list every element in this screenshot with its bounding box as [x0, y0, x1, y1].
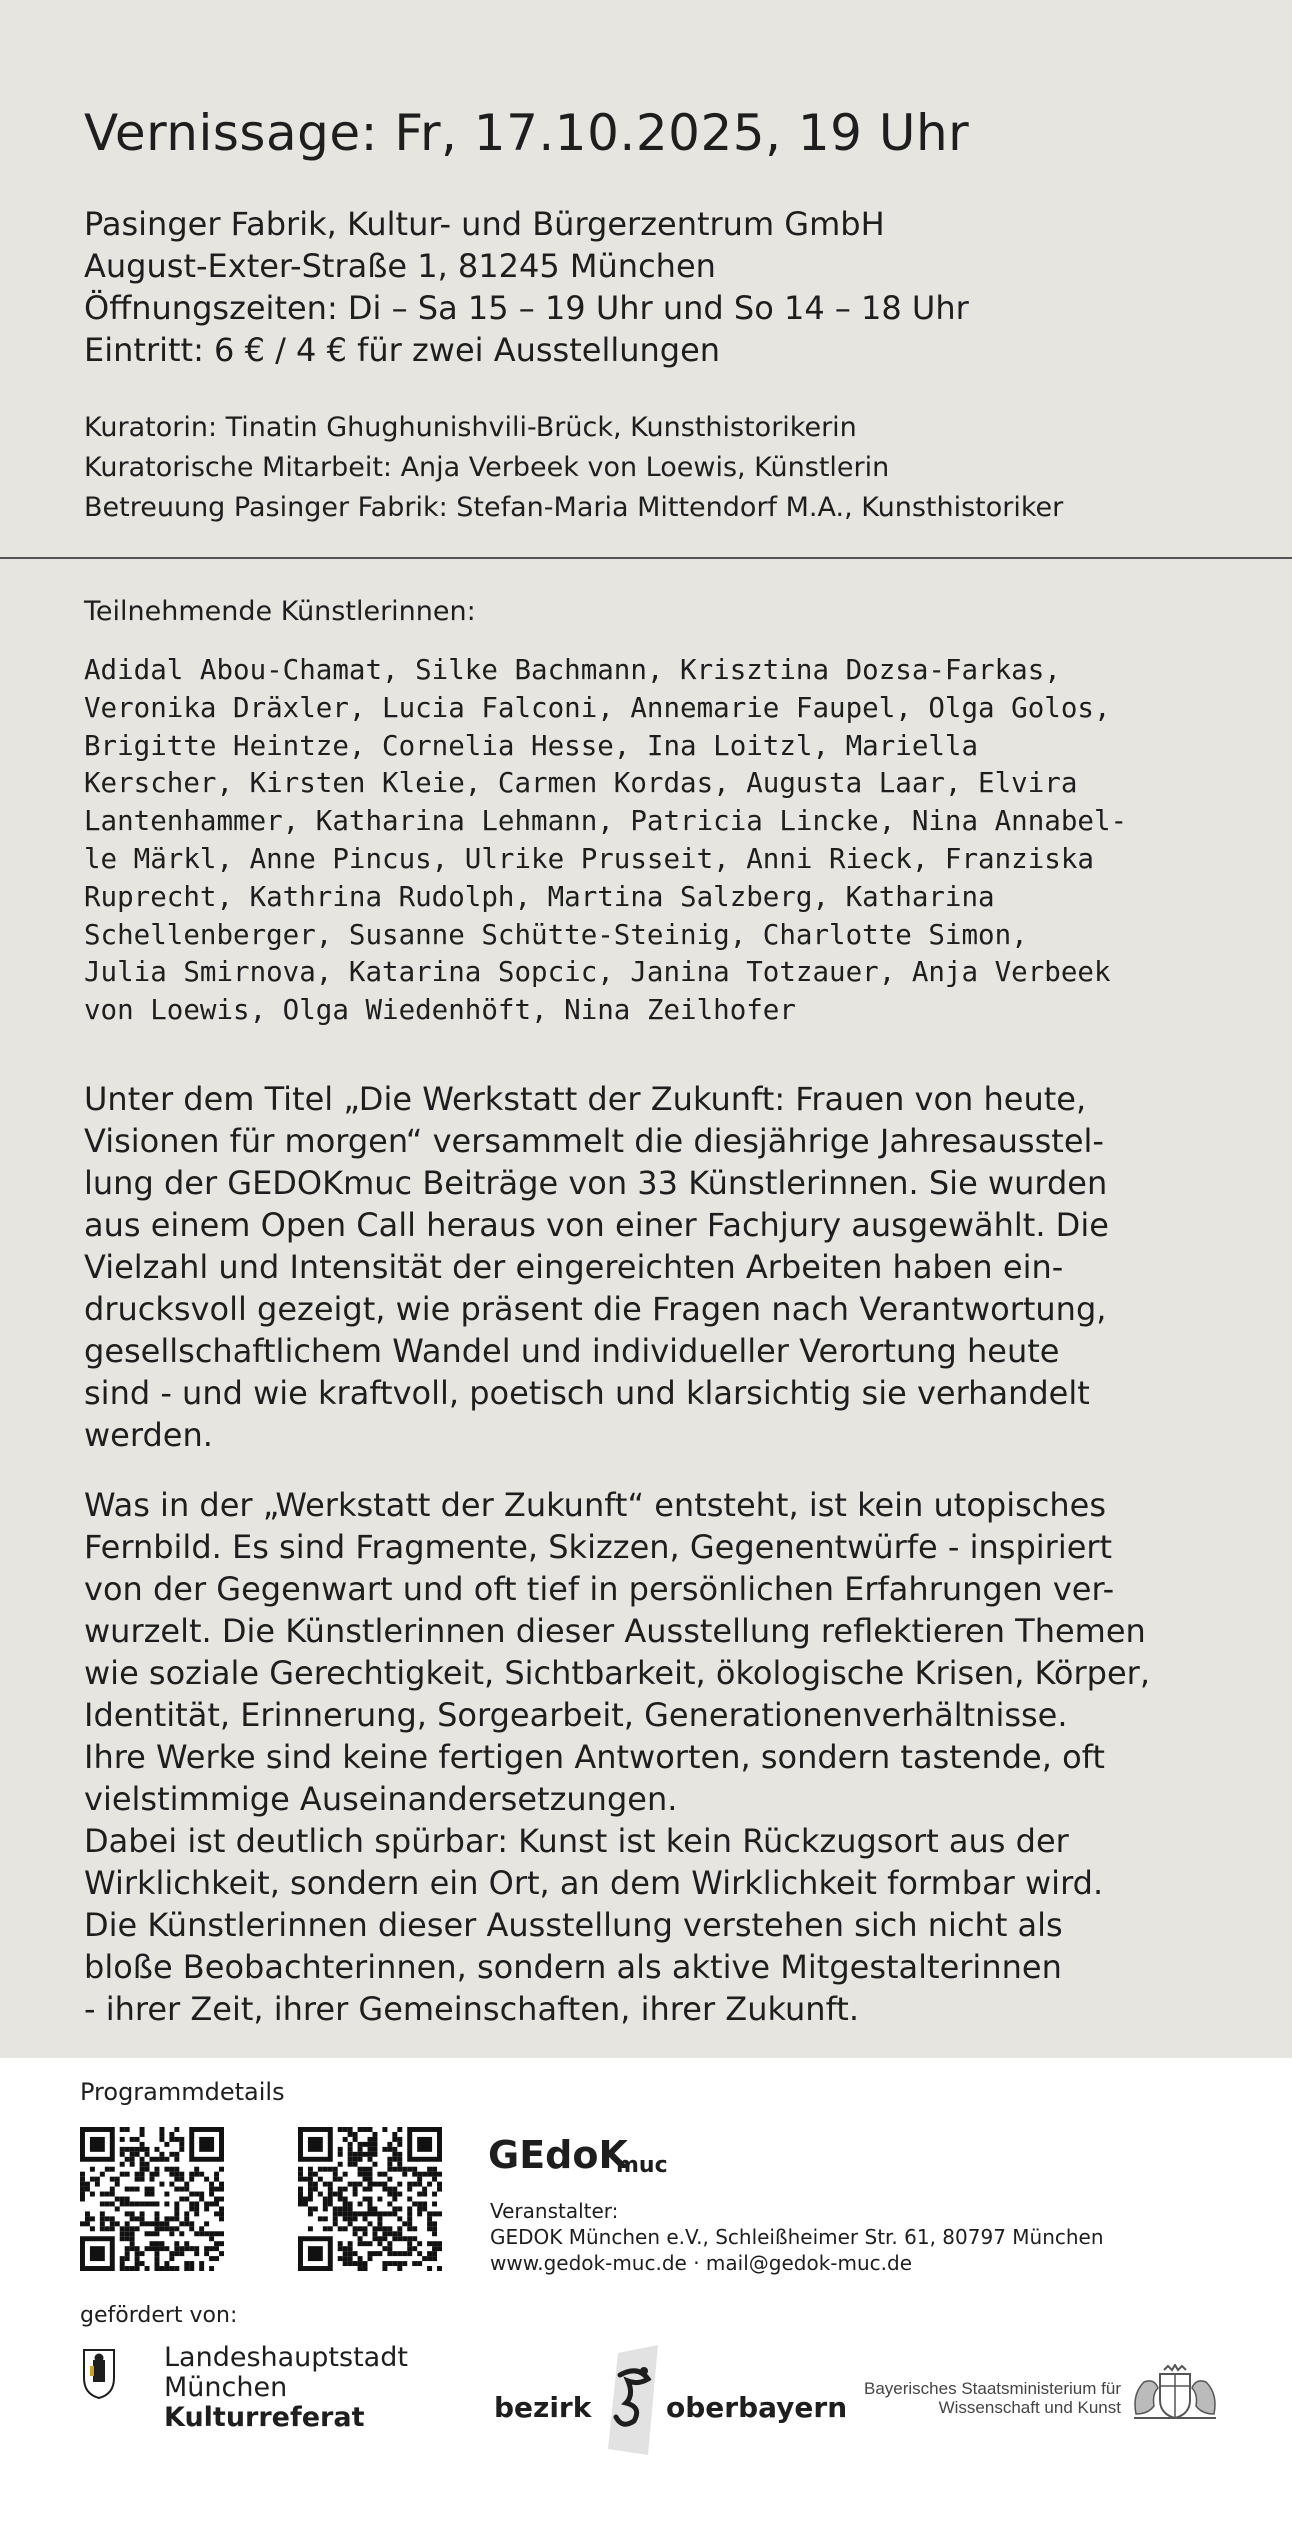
qr-code-icon[interactable] — [298, 2127, 442, 2271]
paragraph-line: Die Künstlerinnen dieser Ausstellung verstehen sich nicht als — [84, 1906, 1063, 1944]
artists-line: Ruprecht, Kathrina Rudolph, Martina Salzberg, Katharina — [84, 880, 995, 913]
gedok-logo — [488, 2128, 678, 2180]
bezirk-oberbayern-logo — [494, 2345, 848, 2455]
artists-line: von Loewis, Olga Wiedenhöft, Nina Zeilhofer — [84, 994, 796, 1027]
paragraph-line: Wirklichkeit, sondern ein Ort, an dem Wirklichkeit formbar wird. — [84, 1864, 1104, 1902]
venue-name: Pasinger Fabrik, Kultur- und Bürgerzentrum GmbH — [84, 205, 885, 243]
artists-line: Kerscher, Kirsten Kleie, Carmen Kordas, Augusta Laar, Elvira — [84, 767, 1078, 800]
paragraph-line: Was in der „Werkstatt der Zukunft“ entsteht, ist kein utopisches — [84, 1486, 1107, 1524]
artists-line: Veronika Dräxler, Lucia Falconi, Annemarie Faupel, Olga Golos, — [84, 691, 1111, 724]
vernissage-title: Vernissage: Fr, 17.10.2025, 19 Uhr — [84, 104, 970, 162]
program-details-label: Programmdetails — [80, 2078, 285, 2106]
paragraph-line: Visionen für morgen“ versammelt die diesjährige Jahresausstel- — [84, 1122, 1104, 1160]
paragraph-line: Dabei ist deutlich spürbar: Kunst ist kein Rückzugsort aus der — [84, 1822, 1069, 1860]
curator-credits — [84, 408, 1063, 528]
paragraph-line: Unter dem Titel „Die Werkstatt der Zukunft: Frauen von heute, — [84, 1080, 1087, 1118]
ministry-logo-text — [864, 2379, 1121, 2417]
qr-code-icon[interactable] — [80, 2127, 224, 2271]
paragraph-line: Ihre Werke sind keine fertigen Antworten, sondern tastende, oft — [84, 1738, 1105, 1776]
munich-line-3: Kulturreferat — [164, 2402, 365, 2433]
artists-line: le Märkl, Anne Pincus, Ulrike Prusseit, Anni Rieck, Franziska — [84, 842, 1094, 875]
venue-info — [84, 203, 969, 371]
bezirk-figure-icon — [598, 2345, 666, 2455]
paragraph-line: Identität, Erinnerung, Sorgearbeit, Generationenverhältnisse. — [84, 1696, 1068, 1734]
curatorial-assistant-line: Kuratorische Mitarbeit: Anja Verbeek von Loewis, Künstlerin — [84, 452, 890, 483]
artists-label: Teilnehmende Künstlerinnen: — [84, 596, 476, 627]
paragraph-line: sind - und wie kraftvoll, poetisch und klarsichtig sie verhandelt — [84, 1374, 1090, 1412]
paragraph-line: Vielzahl und Intensität der eingereichten Arbeiten haben ein- — [84, 1248, 1064, 1286]
oberbayern-word: oberbayern — [666, 2391, 848, 2424]
section-divider — [0, 557, 1292, 559]
paragraph-line: vielstimmige Auseinandersetzungen. — [84, 1780, 678, 1818]
paragraph-line: - ihrer Zeit, ihrer Gemeinschaften, ihrer Zukunft. — [84, 1990, 859, 2028]
artists-line: Julia Smirnova, Katarina Sopcic, Janina Totzauer, Anja Verbeek — [84, 956, 1111, 989]
paragraph-line: werden. — [84, 1416, 213, 1454]
ministry-line-1: Bayerisches Staatsministerium für — [864, 2379, 1121, 2398]
svg-text:GEdoK: GEdoK — [488, 2133, 628, 2177]
bavarian-crest-icon — [1130, 2364, 1220, 2420]
munich-kulturreferat-logo — [164, 2343, 408, 2433]
paragraph-line: wie soziale Gerechtigkeit, Sichtbarkeit, ökologische Krisen, Körper, — [84, 1654, 1150, 1692]
bezirk-word: bezirk — [494, 2391, 592, 2424]
paragraph-line: aus einem Open Call heraus von einer Fachjury ausgewählt. Die — [84, 1206, 1109, 1244]
ministry-line-2: Wissenschaft und Kunst — [938, 2398, 1121, 2417]
organizer-label: Veranstalter: — [490, 2199, 619, 2223]
organizer-address: GEDOK München e.V., Schleißheimer Str. 61, 80797 München — [490, 2225, 1104, 2249]
paragraph-line: lung der GEDOKmuc Beiträge von 33 Künstlerinnen. Sie wurden — [84, 1164, 1108, 1202]
intro-paragraph — [84, 1078, 1244, 1456]
artists-line: Adidal Abou-Chamat, Silke Bachmann, Krisztina Dozsa-Farkas, — [84, 654, 1061, 686]
body-paragraph — [84, 1484, 1244, 2030]
organizer-info — [490, 2198, 1104, 2276]
svg-text:muc: muc — [616, 2153, 668, 2178]
artists-list — [84, 652, 1234, 1030]
venue-support-line: Betreuung Pasinger Fabrik: Stefan-Maria Mittendorf M.A., Kunsthistoriker — [84, 492, 1064, 523]
paragraph-line: bloße Beobachterinnen, sondern als aktive Mitgestalterinnen — [84, 1948, 1062, 1986]
organizer-contact[interactable]: www.gedok-muc.de · mail@gedok-muc.de — [490, 2251, 913, 2275]
paragraph-line: wurzelt. Die Künstlerinnen dieser Ausstellung reflektieren Themen — [84, 1612, 1146, 1650]
opening-hours: Öffnungszeiten: Di – Sa 15 – 19 Uhr und So 14 – 18 Uhr — [84, 289, 969, 327]
curator-line: Kuratorin: Tinatin Ghughunishvili-Brück, Kunsthistorikerin — [84, 412, 857, 443]
admission: Eintritt: 6 € / 4 € für zwei Ausstellungen — [84, 331, 721, 369]
munich-line-1: Landeshauptstadt — [164, 2342, 408, 2373]
munich-line-2: München — [164, 2372, 288, 2403]
paragraph-line: gesellschaftlichem Wandel und individueller Verortung heute — [84, 1332, 1060, 1370]
paragraph-line: von der Gegenwart und oft tief in persönlichen Erfahrungen ver- — [84, 1570, 1115, 1608]
munich-coat-of-arms-icon — [82, 2348, 116, 2400]
artists-line: Schellenberger, Susanne Schütte-Steinig, Charlotte Simon, — [84, 918, 1028, 951]
paragraph-line: Fernbild. Es sind Fragmente, Skizzen, Gegenentwürfe - inspiriert — [84, 1528, 1113, 1566]
paragraph-line: drucksvoll gezeigt, wie präsent die Fragen nach Verantwortung, — [84, 1290, 1107, 1328]
venue-address: August-Exter-Straße 1, 81245 München — [84, 247, 716, 285]
artists-line: Brigitte Heintze, Cornelia Hesse, Ina Loitzl, Mariella — [84, 729, 979, 762]
artists-line: Lantenhammer, Katharina Lehmann, Patricia Lincke, Nina Annabel- — [84, 805, 1128, 838]
funded-by-label: gefördert von: — [80, 2303, 238, 2328]
